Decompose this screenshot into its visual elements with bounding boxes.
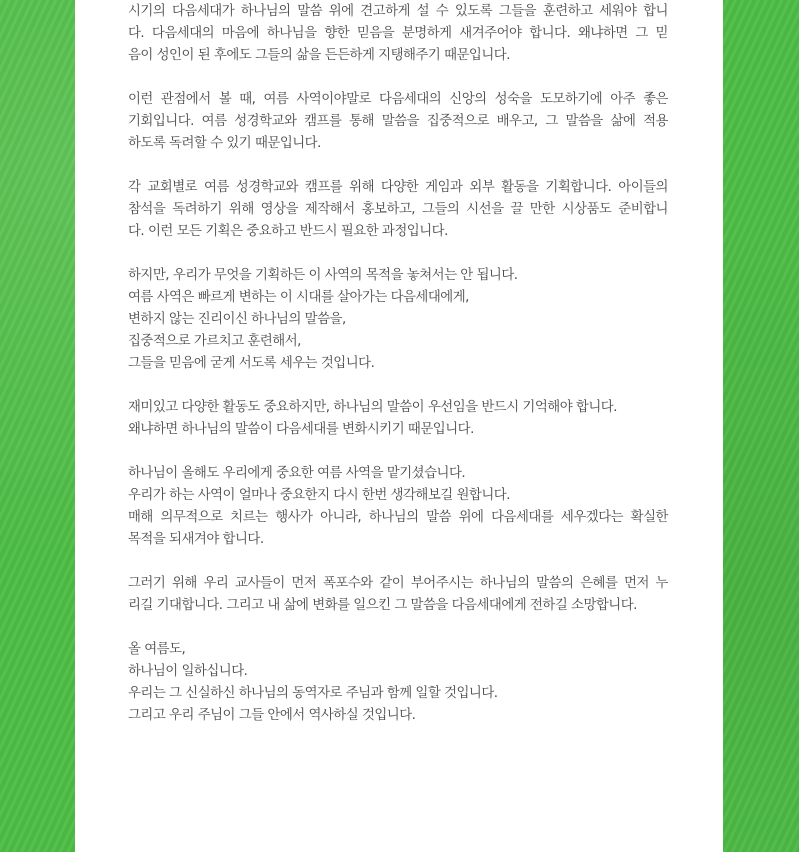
text-line: 참석을 독려하기 위해 영상을 제작해서 홍보하고, 그들의 시선을 끌 만한 시상품도 준비합니 (128, 202, 668, 217)
paragraph (128, 89, 668, 155)
text-line: 재미있고 다양한 활동도 중요하지만, 하나님의 말씀이 우선임을 반드시 기억해야 합니다. (128, 400, 617, 415)
text-line: 다. 이런 모든 기획은 중요하고 반드시 필요한 과정입니다. (128, 224, 448, 239)
text-line: 하지만, 우리가 무엇을 기획하든 이 사역의 목적을 놓쳐서는 안 됩니다. (128, 268, 518, 283)
paragraph (128, 177, 668, 243)
text-line: 시기의 다음세대가 하나님의 말씀 위에 견고하게 설 수 있도록 그들을 훈련하고 세워야 합니 (128, 4, 668, 19)
text-line: 그리고 우리 주님이 그들 안에서 역사하실 것입니다. (128, 708, 416, 723)
text-line: 그러기 위해 우리 교사들이 먼저 폭포수와 같이 부어주시는 하나님의 말씀의 은혜를 먼저 누 (128, 576, 668, 591)
text-line: 올 여름도, (128, 642, 186, 657)
paragraph (128, 573, 668, 617)
text-line: 왜냐하면 하나님의 말씀이 다음세대를 변화시키기 때문입니다. (128, 422, 474, 437)
text-line: 우리가 하는 사역이 얼마나 중요한지 다시 한번 생각해보길 원합니다. (128, 488, 510, 503)
paragraph (128, 1, 668, 67)
paragraph (128, 265, 668, 375)
text-line: 리길 기대합니다. 그리고 내 삶에 변화를 일으킨 그 말씀을 다음세대에게 전하길 소망합니다. (128, 598, 637, 613)
paragraph (128, 639, 668, 727)
text-line: 다. 다음세대의 마음에 하나님을 향한 믿음을 분명하게 새겨주어야 합니다. 왜냐하면 그 믿 (128, 26, 668, 41)
paragraph (128, 397, 668, 441)
article-body (128, 1, 668, 749)
paragraph (128, 463, 668, 551)
article-sheet (75, 0, 723, 852)
text-line: 이런 관점에서 볼 때, 여름 사역이야말로 다음세대의 신앙의 성숙을 도모하기에 아주 좋은 (128, 92, 668, 107)
text-line: 여름 사역은 빠르게 변하는 이 시대를 살아가는 다음세대에게, (128, 290, 469, 305)
text-line: 우리는 그 신실하신 하나님의 동역자로 주님과 함께 일할 것입니다. (128, 686, 498, 701)
text-line: 음이 성인이 된 후에도 그들의 삶을 든든하게 지탱해주기 때문입니다. (128, 48, 510, 63)
text-line: 기회입니다. 여름 성경학교와 캠프를 통해 말씀을 집중적으로 배우고, 그 말씀을 삶에 적용 (128, 114, 668, 129)
text-line: 변하지 않는 진리이신 하나님의 말씀을, (128, 312, 346, 327)
text-line: 집중적으로 가르치고 훈련해서, (128, 334, 301, 349)
text-line: 하나님이 올해도 우리에게 중요한 여름 사역을 맡기셨습니다. (128, 466, 466, 481)
text-line: 하도록 독려할 수 있기 때문입니다. (128, 136, 321, 151)
text-line: 그들을 믿음에 굳게 서도록 세우는 것입니다. (128, 356, 375, 371)
text-line: 하나님이 일하십니다. (128, 664, 248, 679)
text-line: 목적을 되새겨야 합니다. (128, 532, 264, 547)
text-line: 매해 의무적으로 치르는 행사가 아니라, 하나님의 말씀 위에 다음세대를 세우겠다는 확실한 (128, 510, 668, 525)
text-line: 각 교회별로 여름 성경학교와 캠프를 위해 다양한 게임과 외부 활동을 기획합니다. 아이들의 (128, 180, 668, 195)
